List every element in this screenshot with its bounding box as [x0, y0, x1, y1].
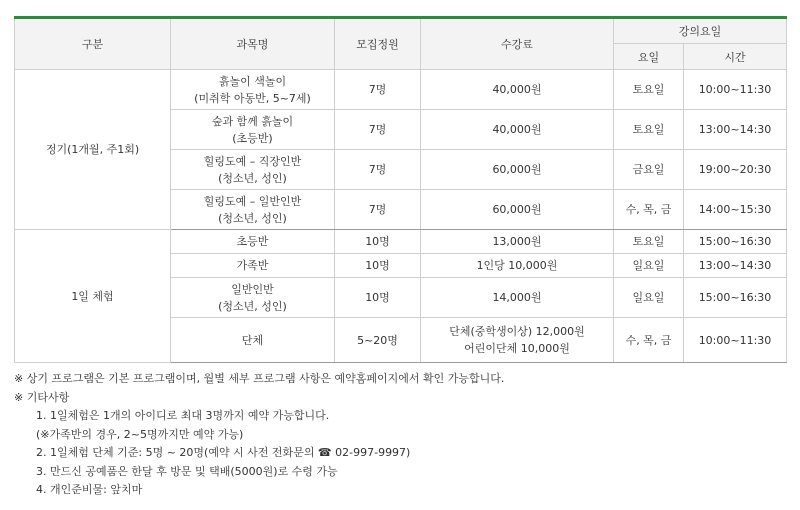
course-subtitle: (청소년, 성인): [218, 211, 287, 225]
note-item: 2. 1일체험 단체 기준: 5명 ~ 20명(예약 시 사전 전화문의 ☎ 02-997-9997): [36, 446, 411, 459]
fee-cell: 13,000원: [421, 230, 614, 254]
course-subtitle: (미취학 아동반, 5~7세): [194, 91, 311, 105]
header-time: 시간: [684, 44, 787, 70]
course-cell: [171, 190, 335, 230]
note-item: (※가족반의 경우, 2~5명까지만 예약 가능): [36, 427, 244, 441]
fee-cell: 1인당 10,000원: [421, 254, 614, 278]
day-cell: 수, 목, 금: [614, 318, 684, 363]
day-cell: 토요일: [614, 230, 684, 254]
course-cell: 초등반: [171, 230, 335, 254]
fee-cell: 14,000원: [421, 278, 614, 318]
time-cell: 10:00~11:30: [684, 318, 787, 363]
course-cell: [171, 150, 335, 190]
note-item: 3. 만드신 공예품은 한달 후 방문 및 택배(5000원)로 수령 가능: [36, 464, 338, 478]
fee-cell: 60,000원: [421, 150, 614, 190]
course-cell: [171, 70, 335, 110]
capacity-cell: 7명: [335, 190, 421, 230]
time-cell: 15:00~16:30: [684, 230, 787, 254]
capacity-cell: 5~20명: [335, 318, 421, 363]
course-cell: 단체: [171, 318, 335, 363]
day-cell: 일요일: [614, 278, 684, 318]
time-cell: 13:00~14:30: [684, 254, 787, 278]
time-cell: 13:00~14:30: [684, 110, 787, 150]
note-item: 1. 1일체험은 1개의 아이디로 최대 3명까지 예약 가능합니다.: [36, 409, 330, 422]
header-schedule: 강의요일: [614, 18, 787, 44]
program-schedule-table: [14, 16, 787, 363]
time-cell: 19:00~20:30: [684, 150, 787, 190]
capacity-cell: 7명: [335, 110, 421, 150]
day-cell: 수, 목, 금: [614, 190, 684, 230]
capacity-cell: 10명: [335, 278, 421, 318]
course-title: 흙놀이 색놀이: [218, 74, 287, 88]
course-subtitle: (초등반): [232, 131, 273, 145]
course-cell: [171, 110, 335, 150]
capacity-cell: 7명: [335, 70, 421, 110]
course-title: 숲과 함께 흙놀이: [211, 114, 294, 128]
notes-section: [14, 370, 504, 500]
capacity-cell: 7명: [335, 150, 421, 190]
capacity-cell: 10명: [335, 254, 421, 278]
course-subtitle: (청소년, 성인): [218, 171, 287, 185]
course-title: 힐링도예 – 직장인반: [203, 154, 302, 168]
course-title: 일반인반: [231, 282, 274, 296]
header-category: 구분: [15, 18, 171, 70]
fee-cell: 40,000원: [421, 70, 614, 110]
day-cell: 토요일: [614, 70, 684, 110]
header-fee: 수강료: [421, 18, 614, 70]
course-title: 힐링도예 – 일반인반: [203, 194, 302, 208]
note-item: 4. 개인준비물: 앞치마: [36, 483, 143, 496]
header-day: 요일: [614, 44, 684, 70]
capacity-cell: 10명: [335, 230, 421, 254]
header-capacity: 모집정원: [335, 18, 421, 70]
group-name-oneday: 1일 체험: [15, 230, 171, 363]
fee-line: 단체(중학생이상) 12,000원: [449, 325, 585, 338]
course-cell: 가족반: [171, 254, 335, 278]
other-notes-title: ※ 기타사항: [14, 390, 70, 404]
day-cell: 금요일: [614, 150, 684, 190]
time-cell: 14:00~15:30: [684, 190, 787, 230]
fee-line: 어린이단체 10,000원: [464, 342, 570, 355]
fee-cell: [421, 318, 614, 363]
course-cell: [171, 278, 335, 318]
time-cell: 15:00~16:30: [684, 278, 787, 318]
time-cell: 10:00~11:30: [684, 70, 787, 110]
course-subtitle: (청소년, 성인): [218, 299, 287, 313]
fee-cell: 40,000원: [421, 110, 614, 150]
group-name-regular: 정기(1개월, 주1회): [15, 70, 171, 230]
fee-cell: 60,000원: [421, 190, 614, 230]
day-cell: 일요일: [614, 254, 684, 278]
schedule-table-container: [14, 16, 786, 363]
main-note: ※ 상기 프로그램은 기본 프로그램이며, 월별 세부 프로그램 사항은 예약홈페이지에서 확인 가능합니다.: [14, 372, 505, 385]
header-course: 과목명: [171, 18, 335, 70]
day-cell: 토요일: [614, 110, 684, 150]
